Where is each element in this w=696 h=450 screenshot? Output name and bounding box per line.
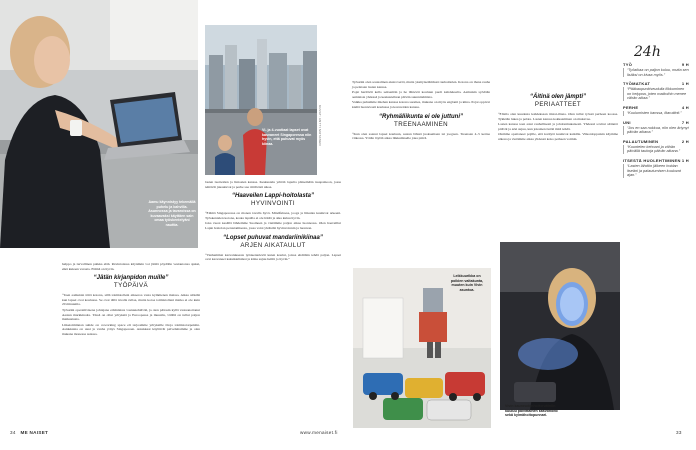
sidebar-entry-row xyxy=(623,139,689,144)
col2-heading-1-title: “Haaveilen Lappi-hoitolasta” xyxy=(231,193,315,200)
col1-paragraph-1: “Teen aamuisin töitä kotona, sillä toimistolleni aikaeroa vasta kymmenen maissa. Aikaa säästää kun lapset ovat koulussa. Se ovat tällä tavalla rullaa, mutta kotoa toimistolleni matka ei ole kuin 20 minuuttia. xyxy=(62,293,200,307)
footer-magazine-label: ME NAISET xyxy=(20,430,49,435)
sidebar-entry-label: TYÖMATKAT xyxy=(623,81,651,87)
col2-heading-1 xyxy=(205,193,341,208)
sidebar-entry-label: TYÖ xyxy=(623,62,633,67)
photo-beauty-routine xyxy=(500,242,620,410)
footer-page-number-left: 34 xyxy=(10,430,16,435)
sidebar-entry xyxy=(623,81,689,101)
sidebar-signature: 24h xyxy=(634,44,661,60)
footer-left-page xyxy=(10,430,48,435)
col4-paragraph-2: Lasten kanssa teen asiat rauhallisesti ja johdonmukaisesti. Yhdessä sovitut säännöt pitävät ja arki sujuu, kun jokainen tietää mitä tehdä. xyxy=(498,122,618,131)
col3-paragraph-1: Pojat heräävät kello seitsemän ja he lähtevät kouluun puoli kahdeksalta. Aamuisin syödään aamiaista yhdessä ja keskustellaan päivän suunnitelmista. xyxy=(352,90,490,99)
column-2 xyxy=(205,180,341,263)
sidebar-24h xyxy=(623,62,689,182)
col2-heading-2-sub: ARJEN AIKATAULUT xyxy=(240,241,306,249)
col4-paragraph-1: “Ellaila olen kuudesta kahdeksaan tiistai-iltana. Olen tullut työssä perheen koossa. Tykkään lukea ja pelata. Lasten kanssa kokkaaminen on mukavaa. xyxy=(498,112,618,121)
col4-paragraph-3: Olemme opettaneet pojille, että kotityöt kuuluvat kaikille. Viikonloppuisin käymme ulkona ja vietämme aikaa yhdessä koko perheen voimin. xyxy=(498,132,618,141)
sidebar-entry-text: “Työaikaa on paljon kuluu, mutta sen lisäksi on kivaa myös.” xyxy=(623,68,689,77)
col4-heading xyxy=(498,94,618,109)
sidebar-entry-hours: 9 H xyxy=(681,62,689,67)
sidebar-entry-hours: 4 H xyxy=(681,104,689,110)
sidebar-entry xyxy=(623,139,689,154)
sidebar-entry-text: “Jos en saa nukkua, niin olen ärtynyt päivän aikana.” xyxy=(623,126,689,135)
sidebar-entry-hours: 7 H xyxy=(681,119,689,125)
photo-credit: KUVAT: ANTTI MUTANEN xyxy=(318,105,322,146)
column-1 xyxy=(62,262,200,338)
caption-bottom-middle: Leikkuurikka on poikien valtakunta, muuten kuin Vivin asuntoa. xyxy=(450,274,484,292)
sidebar-entry-label: ITSESTÄ HUOLEHTIMINEN xyxy=(623,157,681,163)
col1-heading-title: “Jätän kirjanpidon muille” xyxy=(93,275,169,282)
sidebar-entry-hours: 1 H xyxy=(681,157,689,163)
col2-paragraph-3: “Vanhemmat kasvatuksesta työskentelevät kuten koulut, joissa ehditään tehdä paljon. Lapset ovat kasvaneet kaksikielisiksi ja kiina sujuu heiltä jo hyvin.” xyxy=(205,252,341,262)
col1-heading-sub: TYÖPÄIVÄ xyxy=(113,282,149,290)
col3-heading xyxy=(352,114,490,129)
sidebar-entry-row xyxy=(623,62,689,67)
sidebar-entry-row xyxy=(623,105,689,110)
col1-top: helppo ja turvallinen paikka elää. Ravintolassa käyntikin voi jättää pöydälle vesiautonsa ajaksi, eikä kukaan varasta. Elämä on hyvin. xyxy=(62,262,200,271)
sidebar-entry xyxy=(623,120,689,135)
col2-heading-1-sub: HYVINVOINTI xyxy=(251,200,295,208)
col2-paragraph-2: Joka vuosi kesällä lähdemme Suomeen ja vietämme paljon aikaa luonnossa. Olen haaveillut Lapin hoitolan perustamisesta, jossa voisi yhdistää hyvinvoinnin ja luonnon. xyxy=(205,221,341,230)
col2-heading-2 xyxy=(205,235,341,250)
col2-paragraph-1: “Elämä Singaporessa on monen tavalla hyvä. Mindfulness, jooga ja liikunta kuuluvat arkeeni. Työskentelen kotona, koska lapsilla ei ole hätää ja aika kuluu hyvin. xyxy=(205,211,341,220)
col3-paragraph-2: Vaikka puhumme miehen kanssa kotona suomea, mukana on myös englanti ja kiina. Pojat oppivat kieliä luontevasti koulussa ja kavereiden kanssa. xyxy=(352,100,490,109)
sidebar-entry-text: “Pääkaupunkiseudulla liikkuminen on helppoa, joten matkoihin menee vähän aikaa.” xyxy=(623,87,689,101)
caption-top-left: Aamu käynnistyy tekemällä puhelu ja kahvilla. Asunnossa ja tavaroissa on kuvaavaksi käyttäen sain omaa työskentelyäni nauttia. xyxy=(148,200,196,227)
sidebar-entry-hours: 2 H xyxy=(681,138,689,144)
col4-heading-title: “Äitinä olen jämpti” xyxy=(529,94,586,100)
sidebar-entry-row xyxy=(623,158,689,163)
sidebar-entry-row xyxy=(623,120,689,125)
sidebar-entry-label: UNI xyxy=(623,119,631,125)
sidebar-entry-label: PERHE xyxy=(623,104,639,110)
col1-heading xyxy=(62,275,200,290)
sidebar-entry-label: PALAUTUMINEN xyxy=(623,138,659,144)
sidebar-entry-text: “Kuuntelen kehoani ja vähän päivällä taukoja päivän aikana.” xyxy=(623,145,689,154)
col2-heading-2-title: “Lopset puhuvat mandariinikiinaa” xyxy=(223,234,323,241)
sidebar-entry-text: “Lasten lähdön jälkeen hoidan itseäni ja palautumisen kuuluvat ajan.” xyxy=(623,164,689,178)
column-3 xyxy=(352,80,490,142)
sidebar-entry xyxy=(623,158,689,178)
col3-top: Työssäni olen sosiaalinen ekstrovertti, mutta yksityiselämässä rauhoittelen. Kotona on ihana rauha ja pelataan lasten kanssa. xyxy=(352,80,490,89)
sidebar-entry xyxy=(623,105,689,116)
col3-paragraph-3: “Kun olen saanut lapset kouluun, saatan lähteä juoksemaan tai joogaan. Treenaan 4–5 kertaa viikossa. Yritän löytää aikaa liikkumiselle joka päivä. xyxy=(352,131,490,141)
footer-page-number-right: 33 xyxy=(676,430,682,435)
col4-heading-sub: PERIAATTEET xyxy=(534,101,582,108)
photo-beauty-routine-illustration xyxy=(500,242,620,410)
caption-bottom-right: Vivin kauneudenhoitorutiiniin kuuluu päivittäinen kasvohoito sekä kylmähoitopunnari. xyxy=(505,404,558,418)
caption-top-middle: Vi- ja 4-vuotiaat lapset ovat kasvaneet Singaporessa niin hyvin, että puhuvat myös kiinaa. xyxy=(262,128,312,146)
photo-city-rooftop xyxy=(205,25,317,175)
col3-heading-sub: TREENAAMINEN xyxy=(394,120,448,128)
sidebar-entry-text: “Kuulumisten kanssa, iltarutiinit.” xyxy=(623,111,689,116)
sidebar-entry-hours: 1 H xyxy=(681,81,689,87)
sidebar-entry-row xyxy=(623,81,689,86)
col3-heading-title: “Ryhmäliikunta ei ole juttuni” xyxy=(378,113,463,120)
photo-city-rooftop-illustration xyxy=(205,25,317,175)
column-4 xyxy=(498,94,618,143)
sidebar-entry xyxy=(623,62,689,77)
col1-paragraph-2: Työssäni operatiivisena johtajana eräänlaista vastuutehtävää, ja olen pääosin kyllä vastaanottanut Aasian markkinoita. Tässä on ollut yrityksiä ja Euroopassa ja muualla, välillä on tullut paljon matkustusta. xyxy=(62,307,200,322)
footer-url[interactable]: www.menaiset.fi xyxy=(300,430,338,435)
col2-top: lasten tuotteiden ja lisäosien kanssa. Keskustelu yrittää lopulta pääsemään tasapainoon, jossa tehtävät jakautuvat ja perhe saa riittävästi aikaa. xyxy=(205,180,341,189)
col1-paragraph-3: Liiketoiminnan suhde on coworking space eli tarjoamme yrityksille tiloja toimistotarpeisiin. Asiakkaina on uusi ja vanha yritys Singaporeen. Asiakkaat käyttävät palveluitamme ja olen mukana monessa asiassa. xyxy=(62,322,200,336)
